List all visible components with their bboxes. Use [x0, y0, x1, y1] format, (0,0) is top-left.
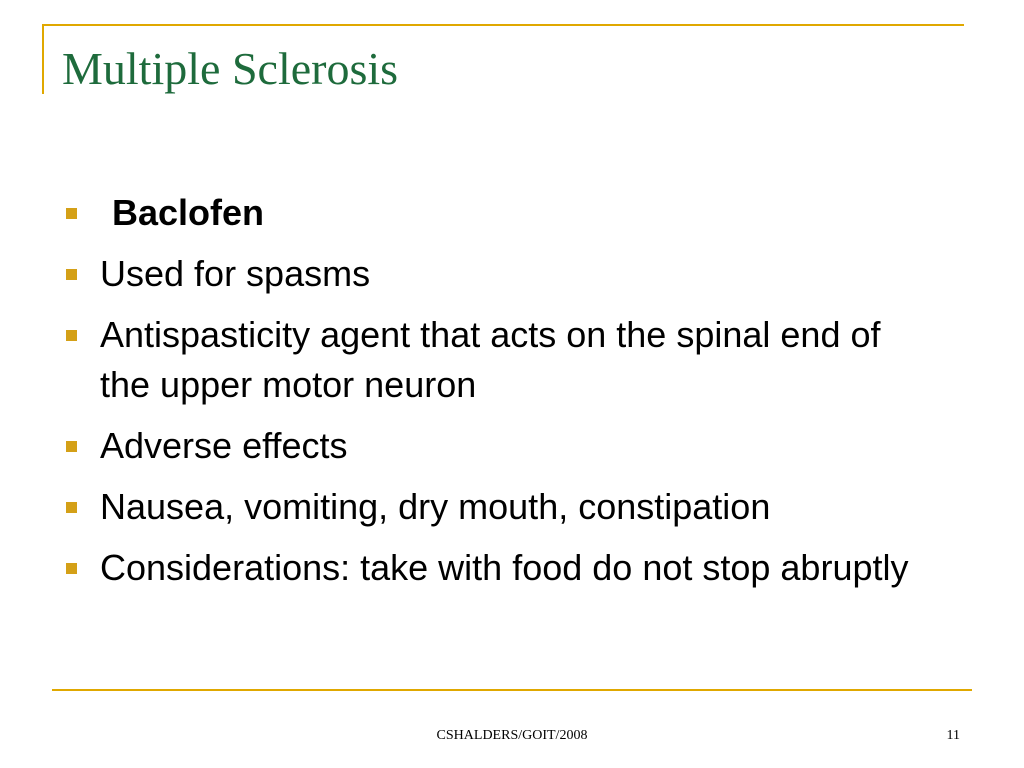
square-bullet-icon [66, 269, 77, 280]
bullet-text: Adverse effects [100, 425, 348, 466]
footer-text: CSHALDERS/GOIT/2008 [436, 728, 588, 743]
bullet-item [62, 421, 912, 471]
bullet-item [62, 310, 912, 410]
bullet-text: Antispasticity agent that acts on the spinal end of the upper motor neuron [100, 314, 881, 405]
bullet-text: Baclofen [112, 192, 265, 233]
top-accent-line [42, 24, 964, 26]
square-bullet-icon [66, 208, 77, 219]
square-bullet-icon [66, 441, 77, 452]
bottom-accent-line [52, 689, 972, 691]
bullet-item [62, 482, 912, 532]
square-bullet-icon [66, 330, 77, 341]
bullet-list [62, 188, 912, 604]
page-number: 11 [946, 728, 960, 743]
slide-title: Multiple Sclerosis [62, 43, 399, 94]
left-accent-line [42, 24, 44, 94]
bullet-item [62, 249, 912, 299]
square-bullet-icon [66, 502, 77, 513]
bullet-item [62, 543, 912, 593]
square-bullet-icon [66, 563, 77, 574]
bullet-text: Nausea, vomiting, dry mouth, constipation [100, 486, 771, 527]
bullet-item [62, 188, 912, 238]
bullet-text: Considerations: take with food do not stop abruptly [100, 547, 909, 588]
bullet-text: Used for spasms [100, 253, 371, 294]
